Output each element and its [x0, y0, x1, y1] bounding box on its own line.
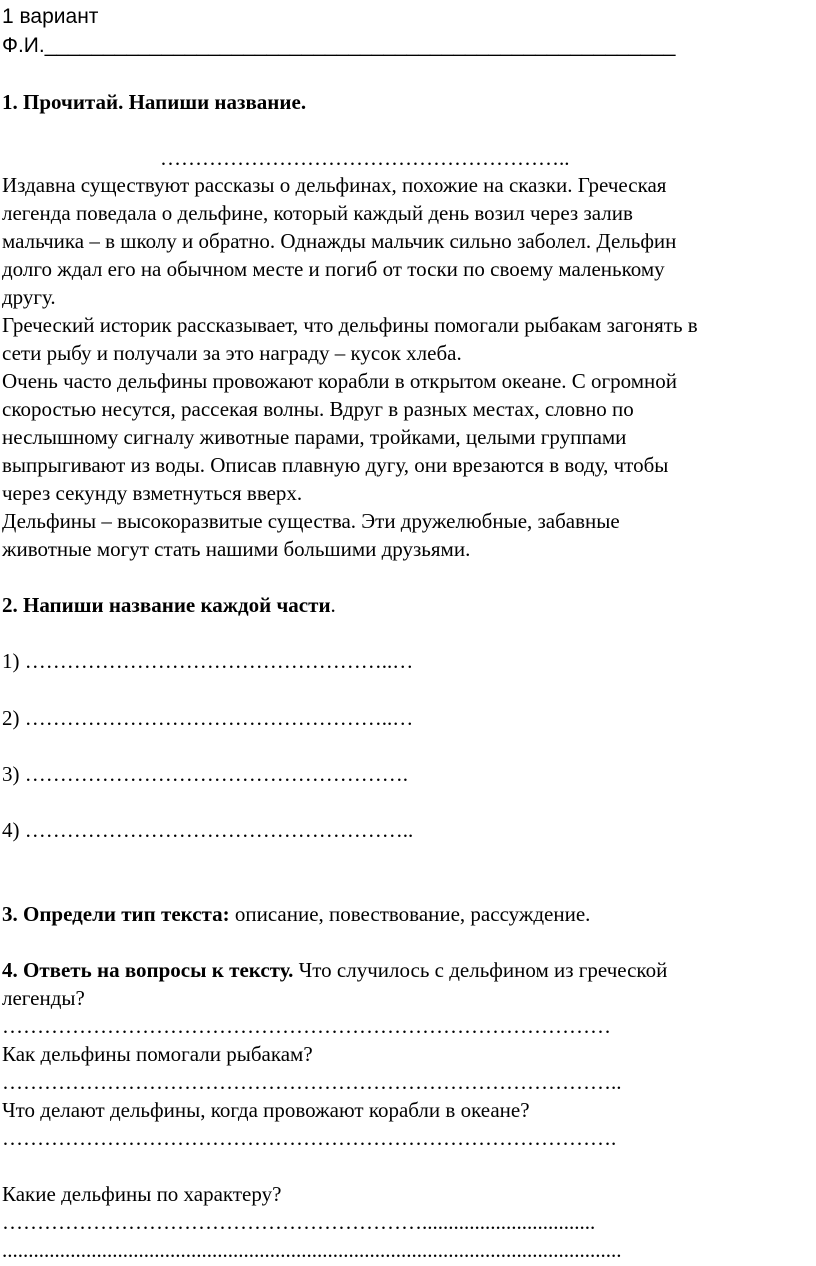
text-line: животные могут стать нашими большими друзьями.	[2, 537, 471, 561]
text-line: скоростью несутся, рассекая волны. Вдруг в разных местах, словно по	[2, 397, 634, 421]
task1-title	[2, 88, 306, 116]
answer-blank-3: …………………………………………………………………………….	[2, 1126, 617, 1150]
task2-title-text: 2. Напиши название каждой части	[2, 593, 331, 617]
answer-line-4: 4) ………………………………………………..	[2, 818, 414, 842]
text-line: Издавна существуют рассказы о дельфинах, похожие на сказки. Греческая	[2, 173, 667, 197]
answer-line-1: 1) ……………………………………………..…	[2, 649, 414, 673]
text-line: неслышному сигналу животные парами, тройками, целыми группами	[2, 425, 627, 449]
text-line: Дельфины – высокоразвитые существа. Эти дружелюбные, забавные	[2, 509, 620, 533]
question-2: Как дельфины помогали рыбакам?	[2, 1042, 313, 1066]
task3-options: описание, повествование, рассуждение.	[229, 902, 591, 926]
task1-title-text: 1. Прочитай. Напиши название.	[2, 90, 307, 114]
question-4: Какие дельфины по характеру?	[2, 1182, 282, 1206]
answer-line-3: 3) ……………………………………………….	[2, 762, 408, 786]
text-line: долго ждал его на обычном месте и погиб от тоски по своему маленькому	[2, 257, 665, 281]
task4-line	[2, 956, 667, 984]
task3-title: 3. Определи тип текста:	[2, 902, 230, 926]
text-line: через секунду взметнуться вверх.	[2, 481, 303, 505]
question-3: Что делают дельфины, когда провожают корабли в океане?	[2, 1098, 530, 1122]
answer-line-2: 2) ……………………………………………..…	[2, 706, 414, 730]
task2-title	[2, 591, 336, 619]
task4-title: 4. Ответь на вопросы к тексту.	[2, 958, 294, 982]
answer-blank-2: ……………………………………………………………………………..	[2, 1070, 622, 1094]
task3-line	[2, 900, 590, 928]
text-line: сети рыбу и получали за это награду – кусок хлеба.	[2, 341, 462, 365]
answer-blank-4a: …………………………………………………….................................	[2, 1210, 596, 1234]
task2-title-end: .	[330, 593, 336, 617]
text-line: Греческий историк рассказывает, что дельфины помогали рыбакам загонять в	[2, 313, 698, 337]
text-line: легенда поведала о дельфине, который каждый день возил через залив	[2, 201, 633, 225]
text-line: мальчика – в школу и обратно. Однажды мальчик сильно заболел. Дельфин	[2, 229, 677, 253]
text-line: выпрыгивают из воды. Описав плавную дугу, они врезаются в воду, чтобы	[2, 453, 669, 477]
answer-blank-4b: ......................................................................................................................	[2, 1238, 622, 1262]
task1-title-blank: …………………………………………………..	[160, 146, 570, 170]
variant-label: 1 вариант	[2, 5, 99, 28]
question-1: Что случилось с дельфином из греческой	[293, 958, 668, 982]
question-1-cont: легенды?	[2, 986, 85, 1010]
text-line: Очень часто дельфины провожают корабли в открытом океане. С огромной	[2, 369, 678, 393]
answer-blank-1: ……………………………………………………………………………	[2, 1014, 611, 1038]
text-line: другу.	[2, 285, 56, 309]
name-field-line: Ф.И.______________________________________________________	[2, 34, 676, 57]
